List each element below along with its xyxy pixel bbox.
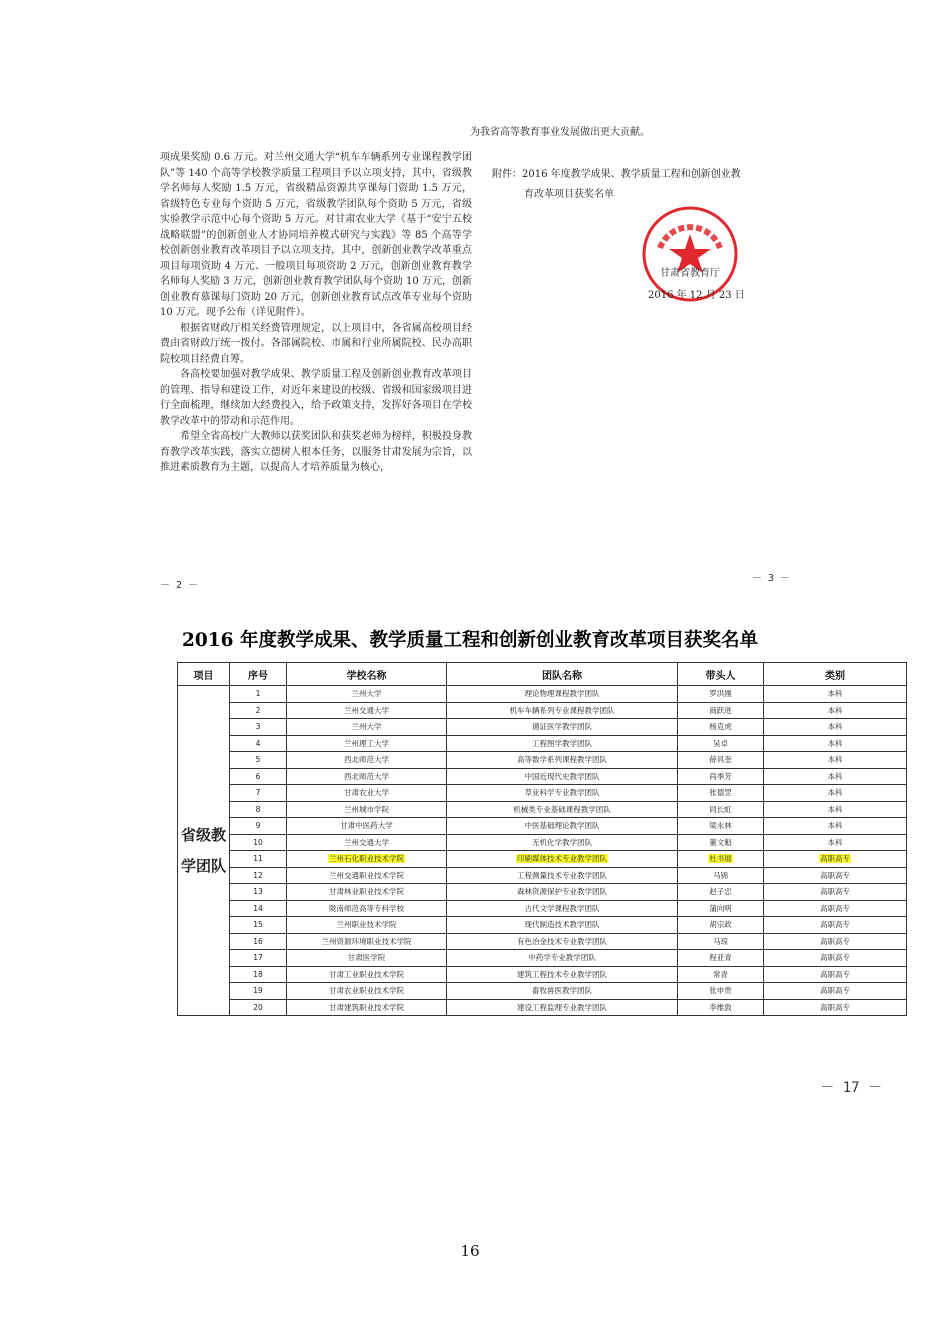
cell-category-text: 高职高专 [820, 1002, 850, 1012]
header-team: 团队名称 [447, 663, 678, 686]
cell-leader [678, 818, 764, 835]
cell-school [287, 999, 447, 1016]
cell-category [764, 801, 907, 818]
cell-school-text: 甘肃医学院 [347, 953, 386, 963]
cell-category [764, 785, 907, 802]
cell-index [230, 999, 287, 1016]
cell-school [287, 719, 447, 736]
cell-leader [678, 719, 764, 736]
cell-leader-text: 马琼 [713, 936, 728, 946]
cell-index-text: 13 [253, 887, 263, 897]
cell-index [230, 933, 287, 950]
cell-category [764, 884, 907, 901]
cell-category [764, 867, 907, 884]
attachment-line-2: 育改革项目获奖名单 [524, 189, 614, 200]
cell-team [447, 983, 678, 1000]
cell-leader [678, 966, 764, 983]
cell-team-text: 理论物理课程教学团队 [524, 689, 600, 699]
cell-team [447, 900, 678, 917]
award-list-title: 2016 年度教学成果、教学质量工程和创新创业教育改革项目获奖名单 [182, 630, 758, 651]
cell-leader-text: 商跃进 [709, 705, 732, 715]
cell-leader-text: 马锦 [713, 870, 728, 880]
cell-team [447, 933, 678, 950]
cell-index-text: 10 [253, 837, 263, 847]
table-row [178, 867, 907, 884]
cell-team [447, 768, 678, 785]
cell-school-text: 甘肃工业职业技术学院 [329, 969, 404, 979]
cell-school [287, 735, 447, 752]
cell-team [447, 752, 678, 769]
paragraph: 各高校要加强对教学成果、教学质量工程及创新创业教育改革项目的管理、指导和建设工作，对近年来建设的校级、省级和国家级项目进行全面梳理，继续加大经费投入，给予政策支持，发挥好各项目在学校教学改革中的带动和示范作用。 [160, 369, 472, 427]
cell-leader-text: 杜书展 [709, 854, 732, 864]
cell-school-text: 兰州石化职业技术学院 [329, 854, 404, 864]
cell-school-text: 西北师范大学 [344, 755, 389, 765]
cell-index-text: 7 [255, 788, 261, 798]
cell-category-text: 本科 [827, 804, 843, 814]
header-index: 序号 [230, 663, 287, 686]
cell-team [447, 735, 678, 752]
cell-index-text: 8 [255, 804, 261, 814]
cell-school-text: 兰州职业技术学院 [336, 920, 397, 930]
cell-team-text: 建筑工程技术专业教学团队 [517, 969, 607, 979]
table-row [178, 900, 907, 917]
cell-index [230, 966, 287, 983]
signature-organization: 甘肃省教育厅 [660, 268, 720, 279]
award-table [177, 662, 907, 1016]
cell-school [287, 801, 447, 818]
table-row [178, 686, 907, 703]
table-row [178, 917, 907, 934]
cell-school-text: 兰州交通职业技术学院 [329, 870, 404, 880]
header-project: 项目 [178, 663, 230, 686]
paragraph: 项成果奖励 0.6 万元。对兰州交通大学“机车车辆系列专业课程教学团队”等 140 个高等学校教学质量工程项目予以立项支持，其中，省级教学名师每人奖励 1.5 万元，省级精品资源共享课每门资助 1.5 万元，省级特色专业每个资助 5 万元，省级教学团队每个资助 5 万元，省级实验教学示范中心每个资助 5 万元。对甘肃农业大学《基于“安宁五校战略联盟”的创新创业人才协同培养模式研究与实践》等 85 个高等学校创新创业教育改革项目予以立项支持，其中，创新创业教学改革重点项目每项资助 4 万元、一般项目每项资助 2 万元，创新创业教育教学名师每人奖励 3 万元，创新创业教育教学团队每个资助 10 万元，创新创业教育慕课每门资助 20 万元，创新创业教育试点改革专业每个资助 10 万元。现予公布（详见附件）。 [160, 152, 472, 318]
cell-leader-text: 薛具奎 [709, 755, 732, 765]
cell-team-text: 中医基础理论教学团队 [524, 821, 600, 831]
cell-index-text: 1 [255, 689, 261, 699]
cell-school-text: 甘肃建筑职业技术学院 [329, 1002, 404, 1012]
table-row [178, 818, 907, 835]
table-row [178, 719, 907, 736]
table-row [178, 999, 907, 1016]
table-row [178, 966, 907, 983]
header-category: 类别 [764, 663, 907, 686]
cell-team-text: 建设工程监理专业教学团队 [517, 1002, 607, 1012]
cell-index [230, 686, 287, 703]
cell-category-text: 本科 [827, 755, 843, 765]
cell-team-text: 无机化学教学团队 [532, 837, 592, 847]
cell-school [287, 983, 447, 1000]
cell-category [764, 719, 907, 736]
cell-index-text: 14 [253, 903, 263, 913]
table-row [178, 752, 907, 769]
table-row [178, 983, 907, 1000]
cell-team-text: 工程图学教学团队 [532, 738, 592, 748]
attachment-note [492, 165, 782, 205]
cell-leader [678, 867, 764, 884]
cell-school [287, 768, 447, 785]
cell-index-text: 9 [255, 821, 261, 831]
cell-team-text: 中药学专业教学团队 [528, 953, 596, 963]
header-leader: 带头人 [678, 663, 764, 686]
cell-school-text: 兰州大学 [351, 689, 382, 699]
table-header-row [178, 663, 907, 686]
cell-leader [678, 834, 764, 851]
cell-index-text: 18 [253, 969, 263, 979]
table-row [178, 768, 907, 785]
cell-school [287, 966, 447, 983]
cell-school [287, 917, 447, 934]
cell-index [230, 801, 287, 818]
cell-team-text: 机械类专业基础课程教学团队 [513, 804, 611, 814]
cell-team-text: 古代文学课程教学团队 [524, 903, 600, 913]
cell-index-text: 6 [255, 771, 261, 781]
cell-team-text: 有色冶金技术专业教学团队 [517, 936, 607, 946]
cell-category-text: 本科 [827, 722, 843, 732]
cell-category [764, 834, 907, 851]
cell-school-text: 甘肃农业大学 [344, 788, 389, 798]
cell-school-text: 甘肃林业职业技术学院 [329, 887, 404, 897]
cell-leader-text: 罗洪刚 [709, 689, 732, 699]
cell-index-text: 12 [253, 870, 263, 880]
cell-index-text: 4 [255, 738, 261, 748]
table-row [178, 801, 907, 818]
cell-school [287, 884, 447, 901]
cell-school-text: 兰州资源环境职业技术学院 [321, 936, 412, 946]
cell-category-text: 高职高专 [820, 870, 850, 880]
header-school: 学校名称 [287, 663, 447, 686]
cell-team [447, 801, 678, 818]
cell-index-text: 16 [253, 936, 263, 946]
signature-date: 2016 年 12 月 23 日 [648, 290, 745, 301]
cell-leader-text: 张德罡 [709, 788, 732, 798]
cell-leader [678, 999, 764, 1016]
cell-team-text: 草业科学专业教学团队 [524, 788, 600, 798]
cell-team-text: 森林资源保护专业教学团队 [517, 887, 607, 897]
cell-index-text: 2 [255, 705, 261, 715]
cell-category-text: 本科 [827, 689, 843, 699]
cell-school [287, 702, 447, 719]
cell-school [287, 950, 447, 967]
cell-category [764, 686, 907, 703]
page-number-17: － 17 － [820, 1080, 882, 1096]
cell-team [447, 818, 678, 835]
cell-leader-text: 胡宗政 [709, 920, 732, 930]
cell-leader [678, 884, 764, 901]
cell-leader-text: 吴卓 [713, 738, 728, 748]
cell-school-text: 陇南师范高等专科学校 [329, 903, 404, 913]
cell-school-text: 西北师范大学 [344, 771, 389, 781]
attachment-line-1: 附件：2016 年度教学成果、教学质量工程和创新创业教 [492, 169, 741, 180]
cell-leader [678, 702, 764, 719]
page-number-16: 16 [460, 1242, 480, 1260]
table-row [178, 933, 907, 950]
cell-category-text: 高职高专 [820, 986, 850, 996]
cell-index [230, 917, 287, 934]
cell-index [230, 752, 287, 769]
cell-index-text: 17 [253, 953, 263, 963]
cell-index [230, 719, 287, 736]
cell-leader [678, 785, 764, 802]
left-page-body [160, 150, 472, 476]
cell-team-text: 高等数学系列课程教学团队 [517, 755, 607, 765]
cell-category-text: 高职高专 [820, 887, 850, 897]
table-row [178, 884, 907, 901]
cell-category-text: 本科 [827, 771, 843, 781]
cell-index [230, 735, 287, 752]
cell-category [764, 851, 907, 868]
cell-category [764, 735, 907, 752]
cell-leader [678, 752, 764, 769]
cell-index [230, 785, 287, 802]
cell-index [230, 851, 287, 868]
table-row [178, 785, 907, 802]
cell-category [764, 950, 907, 967]
cell-category-text: 本科 [827, 788, 843, 798]
cell-category-text: 本科 [827, 738, 843, 748]
cell-team-text: 畜牧兽医教学团队 [532, 986, 592, 996]
cell-index [230, 950, 287, 967]
cell-school-text: 兰州城市学院 [344, 804, 389, 814]
cell-index [230, 884, 287, 901]
cell-index [230, 818, 287, 835]
cell-index [230, 983, 287, 1000]
cell-school [287, 900, 447, 917]
cell-leader-text: 李维敦 [709, 1002, 732, 1012]
cell-leader-text: 同长虹 [709, 804, 732, 814]
cell-leader-text: 董文魁 [709, 837, 732, 847]
cell-leader [678, 950, 764, 967]
cell-index [230, 900, 287, 917]
cell-leader [678, 933, 764, 950]
cell-index [230, 834, 287, 851]
cell-category [764, 818, 907, 835]
cell-team-text: 中国近现代史教学团队 [524, 771, 600, 781]
cell-school [287, 933, 447, 950]
cell-team [447, 867, 678, 884]
cell-team [447, 851, 678, 868]
cell-team [447, 884, 678, 901]
cell-team [447, 686, 678, 703]
cell-team [447, 950, 678, 967]
cell-team [447, 834, 678, 851]
cell-team [447, 917, 678, 934]
cell-index-text: 19 [253, 986, 263, 996]
table-row [178, 735, 907, 752]
cell-leader [678, 686, 764, 703]
cell-category-text: 高职高专 [820, 854, 850, 864]
cell-team [447, 966, 678, 983]
cell-school [287, 686, 447, 703]
cell-school-text: 甘肃农业职业技术学院 [329, 986, 404, 996]
cell-leader-text: 杨克虎 [709, 722, 732, 732]
cell-leader-text: 张申贵 [709, 986, 732, 996]
cell-category [764, 900, 907, 917]
cell-school [287, 752, 447, 769]
right-page-closing-line: 为我省高等教育事业发展做出更大贡献。 [470, 127, 650, 138]
cell-leader-text: 蒲向明 [709, 903, 732, 913]
right-page-number: － 3 － [752, 573, 791, 584]
cell-category-text: 本科 [827, 821, 843, 831]
left-page-number: － 2 － [160, 580, 199, 591]
table-row [178, 950, 907, 967]
cell-school-text: 兰州理工大学 [344, 738, 389, 748]
cell-category [764, 752, 907, 769]
cell-index-text: 3 [255, 722, 261, 732]
paragraph: 根据省财政厅相关经费管理规定，以上项目中，各省属高校项目经费由省财政厅统一拨付。各部属院校、市属和行业所属院校、民办高职院校项目经费自筹。 [160, 322, 472, 365]
cell-leader [678, 900, 764, 917]
cell-category-text: 高职高专 [820, 903, 850, 913]
cell-category [764, 768, 907, 785]
cell-leader [678, 735, 764, 752]
cell-leader-text: 赵子忠 [709, 887, 732, 897]
paragraph: 希望全省高校广大教师以获奖团队和获奖老师为榜样，积极投身教育教学改革实践，落实立德树人根本任务，以服务甘肃发展为宗旨，以推进素质教育为主题，以提高人才培养质量为核心， [160, 431, 472, 473]
cell-team [447, 999, 678, 1016]
cell-index [230, 702, 287, 719]
cell-school-text: 兰州交通大学 [344, 837, 389, 847]
cell-school [287, 785, 447, 802]
cell-leader [678, 983, 764, 1000]
cell-category-text: 高职高专 [820, 936, 850, 946]
cell-index-text: 5 [255, 755, 261, 765]
cell-leader-text: 常青 [713, 969, 728, 979]
cell-team-text: 机车车辆系列专业课程教学团队 [509, 705, 615, 715]
cell-category-text: 本科 [827, 705, 843, 715]
cell-team-text: 现代制造技术教学团队 [524, 920, 600, 930]
cell-leader [678, 851, 764, 868]
cell-category [764, 933, 907, 950]
cell-leader [678, 768, 764, 785]
cell-category [764, 917, 907, 934]
cell-school [287, 834, 447, 851]
cell-leader-text: 程亚青 [709, 953, 732, 963]
cell-leader-text: 梁永林 [709, 821, 732, 831]
cell-index-text: 15 [253, 920, 263, 930]
cell-index-text: 20 [253, 1002, 263, 1012]
table-row [178, 834, 907, 851]
cell-school-text: 兰州大学 [351, 722, 382, 732]
cell-team-text: 工程测量技术专业教学团队 [517, 870, 607, 880]
table-row [178, 851, 907, 868]
cell-category [764, 999, 907, 1016]
cell-leader [678, 801, 764, 818]
cell-category [764, 702, 907, 719]
cell-team [447, 719, 678, 736]
cell-school-text: 兰州交通大学 [344, 705, 389, 715]
cell-team [447, 702, 678, 719]
cell-school-text: 甘肃中医药大学 [340, 821, 393, 831]
cell-category [764, 983, 907, 1000]
cell-team-text: 循证医学教学团队 [532, 722, 592, 732]
cell-category-text: 高职高专 [820, 920, 850, 930]
cell-school [287, 867, 447, 884]
cell-school [287, 818, 447, 835]
cell-school [287, 851, 447, 868]
table-row [178, 702, 907, 719]
cell-leader-text: 尚季芳 [709, 771, 732, 781]
cell-category-text: 高职高专 [820, 953, 850, 963]
cell-index [230, 768, 287, 785]
cell-team [447, 785, 678, 802]
cell-team-text: 印刷媒体技术专业教学团队 [517, 854, 607, 864]
cell-category-text: 高职高专 [820, 969, 850, 979]
cell-category-text: 本科 [827, 837, 843, 847]
cell-leader [678, 917, 764, 934]
cell-category [764, 966, 907, 983]
cell-index [230, 867, 287, 884]
group-label: 省级教学团队 [178, 686, 230, 1016]
cell-index-text: 11 [253, 854, 263, 864]
